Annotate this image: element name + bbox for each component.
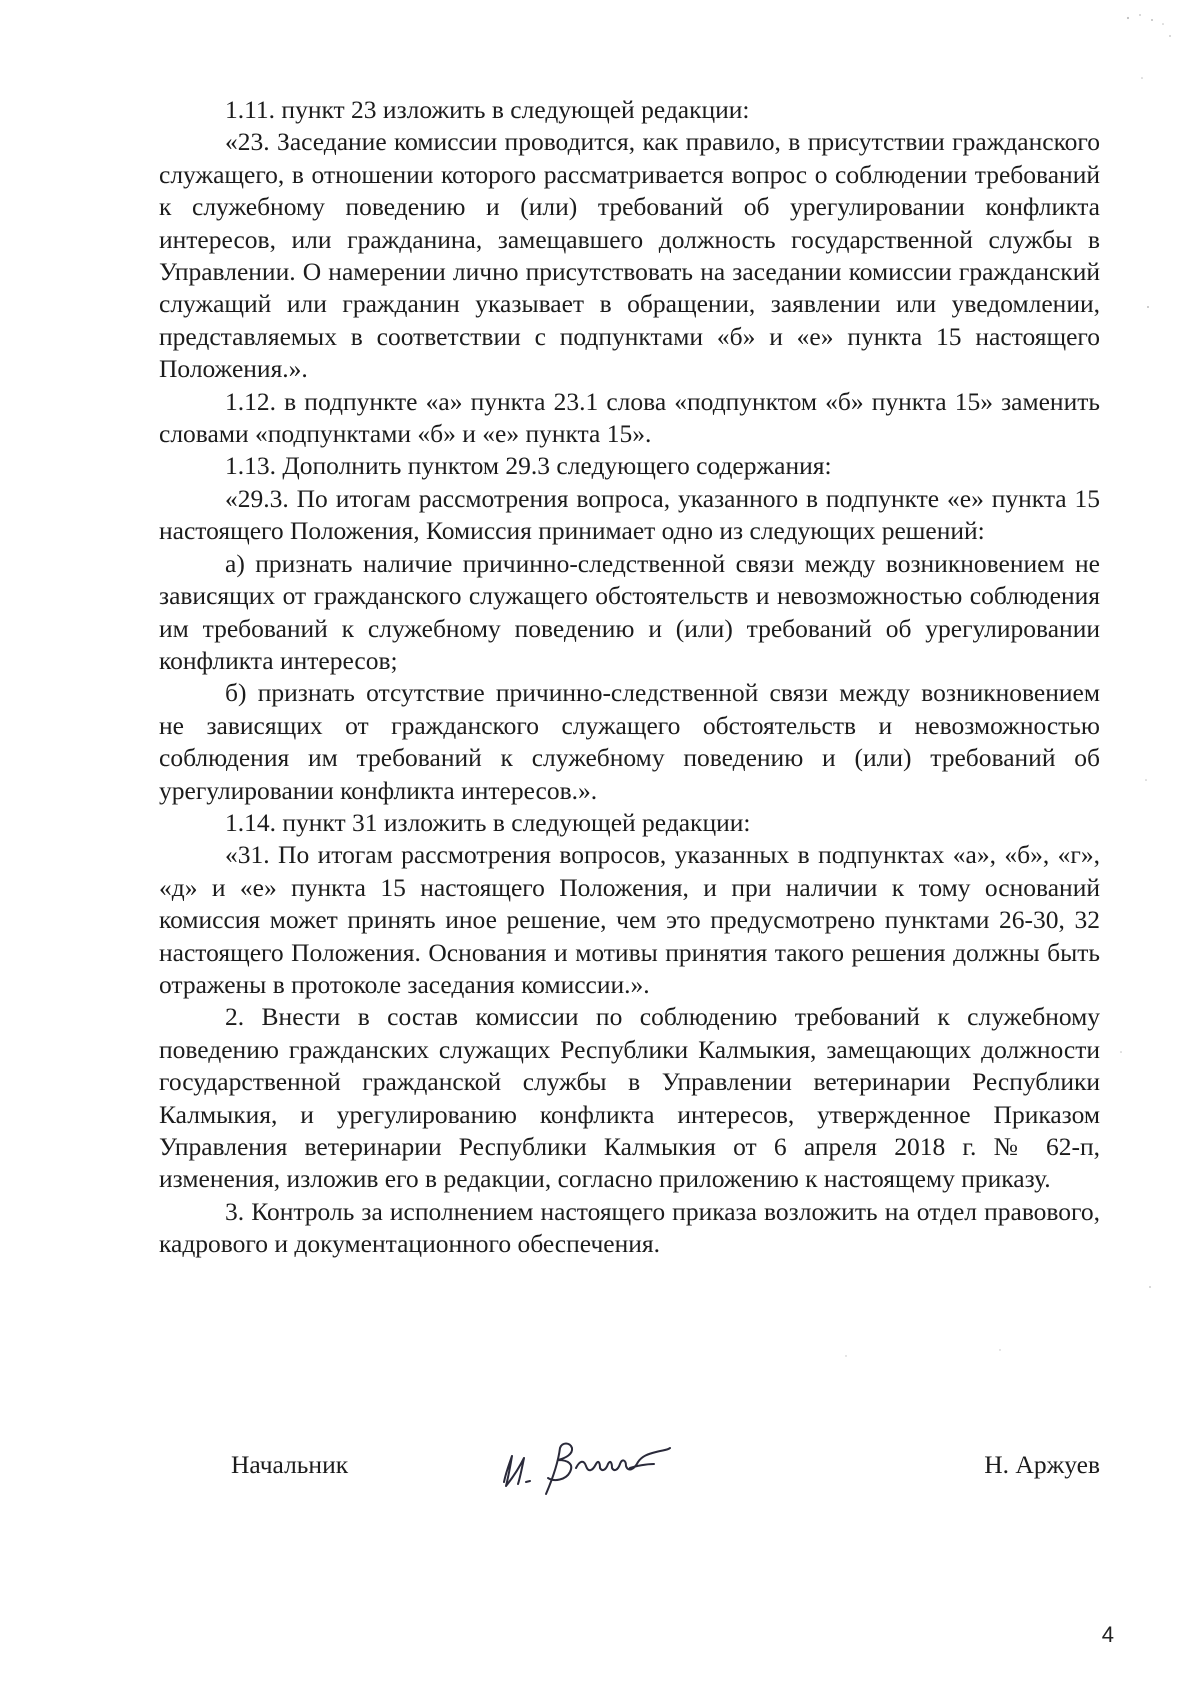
paragraph-1-11: 1.11. пункт 23 изложить в следующей редакции: (225, 95, 750, 124)
page-number: 4 (1101, 1622, 1114, 1647)
signer-name: Н. Аржуев (984, 1450, 1100, 1479)
paragraph-1-13: 1.13. Дополнить пунктом 29.3 следующего содержания: (225, 451, 832, 481)
signature-block (159, 1438, 1100, 1498)
paragraph-1-12: 1.12. в подпункте «а» пункта 23.1 слова «подпунктом «б» пункта 15» заменить словами «подпунктами «б» и «е» пункта 15». (159, 386, 1100, 449)
document-body (159, 94, 1100, 1261)
paragraph-3: 3. Контроль за исполнением настоящего приказа возложить на отдел правового, кадрового и документационного обеспечения. (159, 1196, 1100, 1259)
paragraph-23-text: «23. Заседание комиссии проводится, как правило, в присутствии гражданского служащего, в отношении которого рассматривается вопрос о соблюдении требований к служебному поведению и (или) требований об урегулировании конфликта интересов, или гражданина, замещавшего должность государственной службы в Управлении. О намерении лично присутствовать на заседании комиссии гражданский служащий или гражданин указывает в обращении, заявлении или уведомлении, представляемых в соответствии с подпунктами «б» и «е» пункта 15 настоящего Положения.». (159, 127, 1100, 384)
paragraph-31-text: «31. По итогам рассмотрения вопросов, указанных в подпунктах «а», «б», «г», «д» и «е» пункта 15 настоящего Положения, и при наличии к тому оснований комиссия может принять иное решение, чем это предусмотрено пунктами 26-30, 32 настоящего Положения. Основания и мотивы принятия такого решения должны быть отражены в протоколе заседания комиссии.». (159, 840, 1100, 999)
signer-title: Начальник (231, 1450, 349, 1479)
paragraph-decision-b: б) признать отсутствие причинно-следственной связи между возникновением не зависящих от гражданского служащего обстоятельств и невозможностью соблюдения им требований к служебному поведению и (или) требований об урегулировании конфликта интересов.». (159, 678, 1100, 805)
paragraph-2: 2. Внести в состав комиссии по соблюдению требований к служебному поведению гражданских служащих Республики Калмыкия, замещающих должности государственной гражданской службы в Управлении ветеринарии Республики Калмыкия, и урегулированию конфликта интересов, утвержденное Приказом Управления ветеринарии Республики Калмыкия от 6 апреля 2018 г. № 62-п, изменения, изложив его в редакции, согласно приложению к настоящему приказу. (159, 1002, 1100, 1194)
paragraph-decision-a: а) признать наличие причинно-следственной связи между возникновением не зависящих от гражданского служащего обстоятельств и невозможностью соблюдения им требований к служебному поведению и (или) требований об урегулировании конфликта интересов; (159, 548, 1100, 675)
handwritten-signature (496, 1438, 674, 1500)
paragraph-29-3-text: «29.3. По итогам рассмотрения вопроса, указанного в подпункте «е» пункта 15 настоящего Положения, Комиссия принимает одно из следующих решений: (159, 483, 1100, 546)
paragraph-1-14: 1.14. пункт 31 изложить в следующей редакции: (225, 807, 751, 837)
